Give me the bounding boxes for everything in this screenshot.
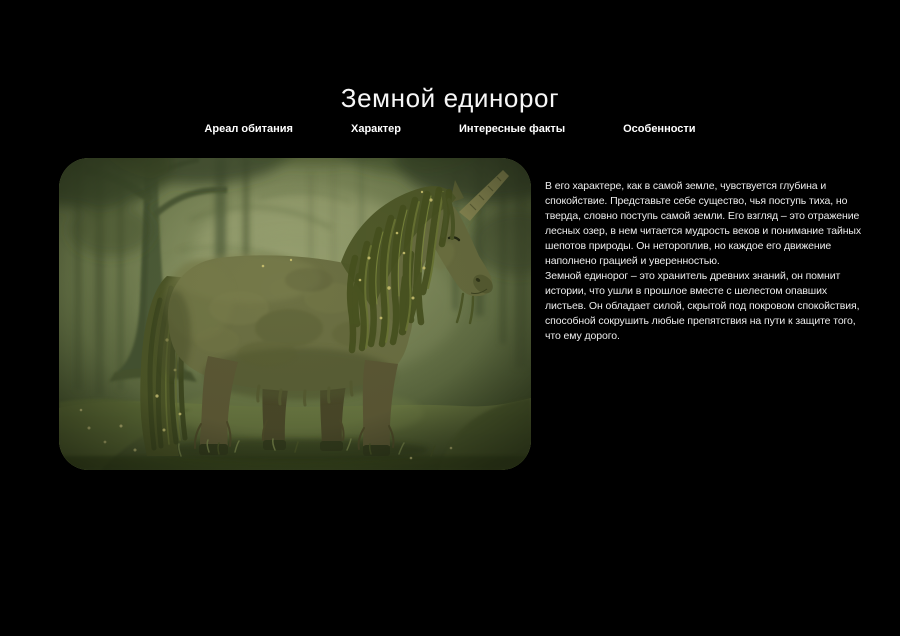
- character-paragraph-2: Земной единорог – это хранитель древних знаний, он помнит истории, что ушли в прошлое вместе с шелестом опавших листьев. Он обладает силой, скрытой под покровом спокойствия, способной сокрушить любые препятствия на пути к защите того, что ему дорого.: [545, 270, 860, 342]
- tab-features[interactable]: Особенности: [623, 123, 696, 135]
- tab-facts[interactable]: Интересные факты: [459, 123, 566, 135]
- character-text: [545, 179, 863, 344]
- unicorn-forest-illustration: [59, 158, 531, 470]
- unicorn-image: [59, 158, 531, 470]
- page-title: Земной единорог: [340, 83, 560, 114]
- tab-bar: [0, 123, 900, 135]
- tab-habitat[interactable]: Ареал обитания: [204, 123, 293, 135]
- character-paragraph-1: В его характере, как в самой земле, чувствуется глубина и спокойствие. Представьте себе существо, чья поступь тиха, но тверда, словно поступь самой земли. Его взгляд – это отражение лесных озер, в нем читается мудрость веков и понимание тайных шепотов природы. Он нетороплив, но каждое его движение наполнено грацией и уверенностью.: [545, 180, 862, 267]
- tab-character[interactable]: Характер: [350, 123, 402, 135]
